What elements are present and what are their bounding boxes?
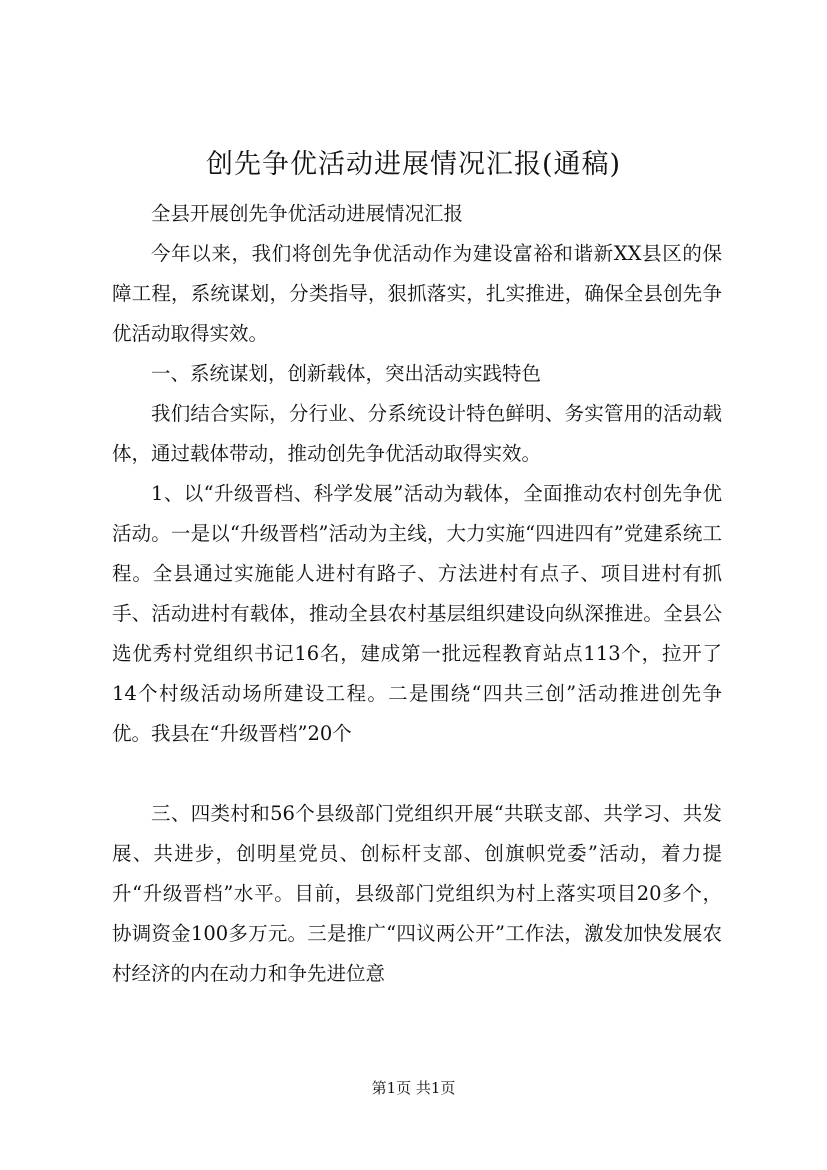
paragraph-intro: 今年以来，我们将创先争优活动作为建设富裕和谐新XX县区的保障工程，系统谋划，分类指导，狠抓落实，扎实推进，确保全县创先争优活动取得实效。 <box>112 242 722 345</box>
section-heading: 一、系统谋划，创新载体，突出活动实践特色 <box>151 362 542 385</box>
document-title: 创先争优活动进展情况汇报(通稿) <box>205 149 622 180</box>
paragraph-item-1: 1、以“升级晋档、科学发展”活动为载体，全面推动农村创先争优活动。一是以“升级晋档”活动为主线，大力实施“四进四有”党建系统工程。全县通过实施能人进村有路子、方法进村有点子、项目进村有抓手、活动进村有载体，推动全县农村基层组织建设向纵深推进。全县公选优秀村党组织书记16名，建成第一批远程教育站点113个，拉开了14个村级活动场所建设工程。二是围绕“四共三创”活动推进创先争优。我县在“升级晋档”20个 <box>112 482 722 745</box>
page-footer: 第1页 共1页 <box>371 1079 456 1097</box>
document-body <box>112 194 722 994</box>
paragraph-section-intro: 我们结合实际，分行业、分系统设计特色鲜明、务实管用的活动载体，通过载体带动，推动创先争优活动取得实效。 <box>112 402 722 465</box>
paragraph-continued: 三、四类村和56个县级部门党组织开展“共联支部、共学习、共发展、共进步，创明星党员、创标杆支部、创旗帜党委”活动，着力提升“升级晋档”水平。目前，县级部门党组织为村上落实项目20多个，协调资金100多万元。三是推广“四议两公开”工作法，激发加快发展农村经济的内在动力和争先进位意 <box>112 802 722 985</box>
paragraph-subtitle: 全县开展创先争优活动进展情况汇报 <box>151 202 464 225</box>
